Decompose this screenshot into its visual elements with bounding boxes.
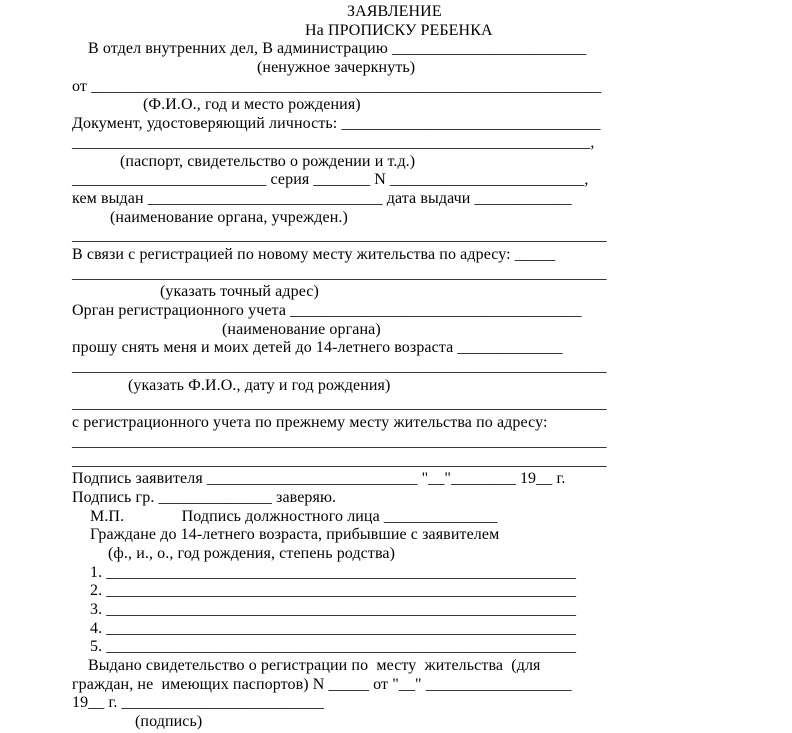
blank-line: __________________________________________________________________ [72, 432, 607, 450]
caption-fio-date: (указать Ф.И.О., дату и год рождения) [128, 376, 391, 394]
caption-authority-name: (наименование органа) [222, 320, 381, 338]
child-entry-line-5: 5. __________________________________________________________ [90, 638, 577, 656]
blank-line: __________________________________________________________________ [72, 451, 607, 469]
deregister-request-line: прошу снять меня и моих детей до 14-летнего возраста _____________ [72, 339, 563, 357]
registration-authority-line: Орган регистрационного учета ____________________________________ [72, 302, 582, 319]
form-subtitle: На ПРОПИСКУ РЕБЕНКА [305, 21, 493, 39]
identity-doc-continuation: ________________________________________________________________, [72, 133, 595, 151]
caption-exact-address: (указать точный адрес) [160, 283, 319, 301]
identity-doc-line: Документ, удостоверяющий личность: ________________________________ [72, 115, 601, 133]
caption-authority: (наименование органа, учрежден.) [110, 208, 348, 226]
caption-children-details: (ф., и., о., год рождения, степень родства) [108, 544, 396, 562]
child-entry-line-2: 2. __________________________________________________________ [90, 582, 577, 600]
blank-line: __________________________________________________________________ [72, 264, 607, 282]
new-address-line: В связи с регистрацией по новому месту жительства по адресу: _____ [72, 245, 556, 263]
blank-line: __________________________________________________________________ [72, 227, 607, 245]
caption-cross-out: (ненужное зачеркнуть) [257, 59, 416, 77]
blank-line: __________________________________________________________________ [72, 358, 607, 376]
blank-line: __________________________________________________________________ [72, 395, 607, 413]
addressee-line: В отдел внутренних дел, В администрацию ________________________ [88, 40, 587, 58]
certificate-issued-line-1: Выдано свидетельство о регистрации по месту жительства (для [88, 657, 541, 675]
caption-passport: (паспорт, свидетельство о рождении и т.д.) [120, 152, 416, 170]
caption-signature: (подпись) [135, 713, 203, 731]
official-signature-line: М.П. Подпись должностного лица ______________ [90, 507, 498, 525]
children-heading: Граждане до 14-летнего возраста, прибывшие с заявителем [90, 526, 500, 544]
series-number-line: ________________________ серия _______ N ________________________, [72, 171, 589, 189]
applicant-signature-line: Подпись заявителя __________________________ "__"________ 19__ г. [72, 470, 566, 488]
issued-by-line: кем выдан _____________________________ дата выдачи ____________ [72, 189, 572, 207]
from-line: от _______________________________________________________________ [72, 77, 602, 95]
previous-address-line: с регистрационного учета по прежнему месту жительства по адресу: [72, 414, 548, 432]
child-entry-line-1: 1. __________________________________________________________ [90, 563, 577, 581]
form-lines [0, 3, 792, 732]
citizen-signature-line: Подпись гр. ______________ заверяю. [72, 488, 337, 506]
child-entry-line-3: 3. __________________________________________________________ [90, 601, 577, 618]
caption-fio-birth: (Ф.И.О., год и место рождения) [143, 96, 361, 114]
certificate-issued-line-2: граждан, не имеющих паспортов) N _____ от "__" __________________ [72, 675, 572, 693]
child-entry-line-4: 4. __________________________________________________________ [90, 619, 577, 637]
form-title: ЗАЯВЛЕНИЕ [347, 3, 442, 20]
certificate-issued-line-3: 19__ г. _________________________ [72, 694, 325, 712]
